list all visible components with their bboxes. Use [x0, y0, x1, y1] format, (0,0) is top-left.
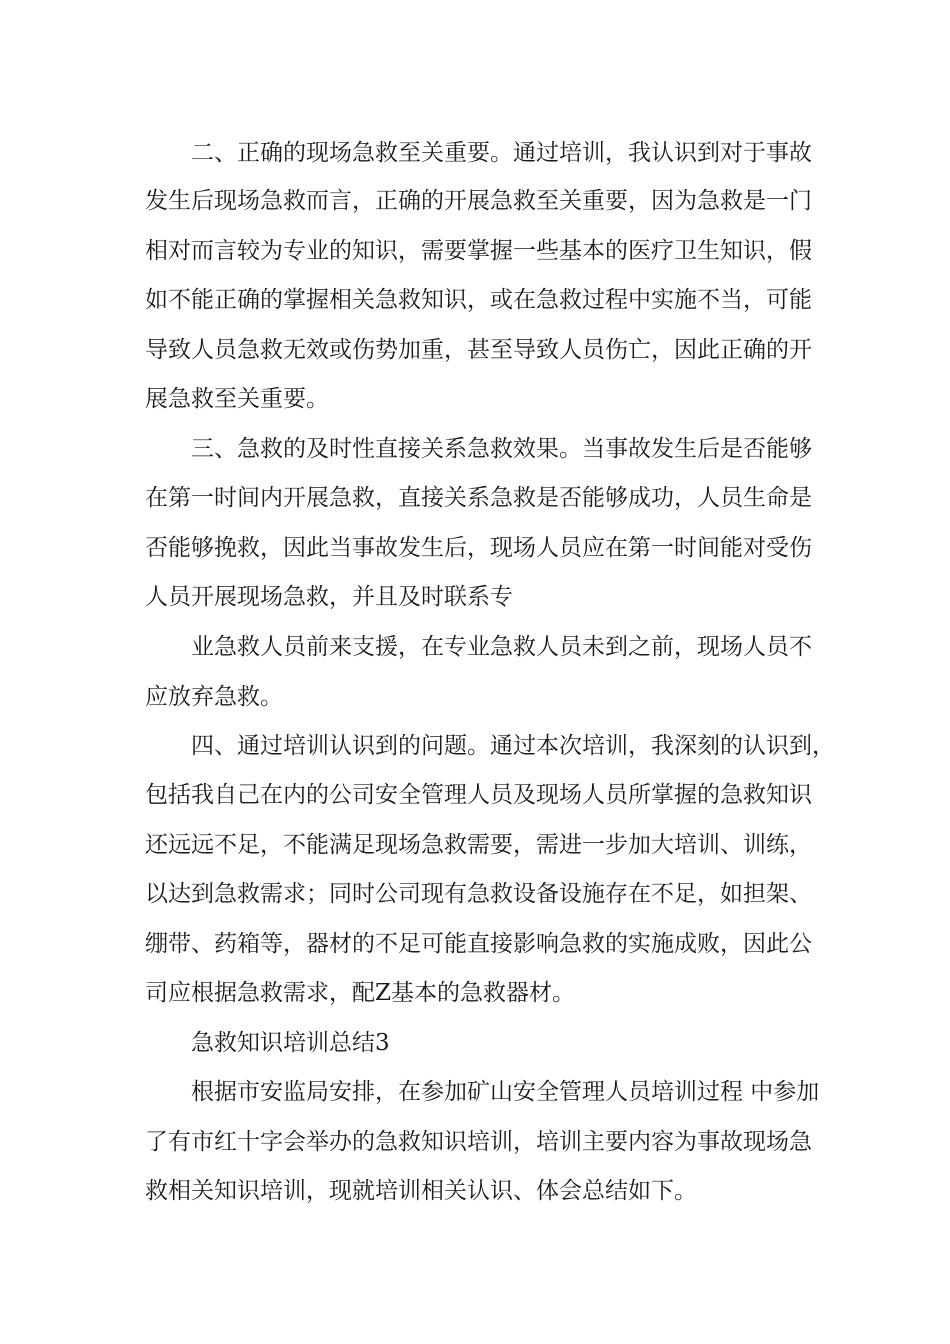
paragraph-2-line-4: 如不能正确的掌握相关急救知识，或在急救过程中实施不当，可能: [145, 287, 812, 313]
paragraph-4-line-3: 还远远不足，不能满足现场急救需要，需进一步加大培训、训练，: [145, 832, 812, 858]
paragraph-3-line-3: 否能够挽救，因此当事故发生后，现场人员应在第一时间能对受伤: [145, 535, 812, 561]
paragraph-3-line-4: 人员开展现场急救，并且及时联系专: [145, 584, 513, 610]
paragraph-4-line-4: 以达到急救需求；同时公司现有急救设备设施存在不足，如担架、: [145, 881, 812, 907]
paragraph-2-line-1: 二、正确的现场急救至关重要。通过培训，我认识到对于事故: [191, 140, 812, 166]
paragraph-4-line-1: 四、通过培训认识到的问题。通过本次培训，我深刻的认识到，: [191, 733, 835, 759]
paragraph-3-cont-line-1: 业急救人员前来支援，在专业急救人员未到之前，现场人员不: [191, 634, 812, 660]
section-title: 急救知识培训总结3: [191, 1030, 390, 1056]
paragraph-intro-line-1: 根据市安监局安排，在参加矿山安全管理人员培训过程 中参加: [191, 1079, 820, 1105]
paragraph-2-line-6: 展急救至关重要。: [145, 386, 329, 412]
paragraph-2-line-5: 导致人员急救无效或伤势加重，甚至导致人员伤亡，因此正确的开: [145, 337, 812, 363]
paragraph-4-line-6: 司应根据急救需求，配Z基本的急救器材。: [145, 980, 575, 1006]
paragraph-intro-line-2: 了有市红十字会举办的急救知识培训，培训主要内容为事故现场急: [145, 1129, 812, 1155]
paragraph-2-line-3: 相对而言较为专业的知识，需要掌握一些基本的医疗卫生知识，假: [145, 238, 812, 264]
paragraph-3-line-2: 在第一时间内开展急救，直接关系急救是否能够成功，人员生命是: [145, 485, 812, 511]
paragraph-2-line-2: 发生后现场急救而言，正确的开展急救至关重要，因为急救是一门: [145, 188, 812, 214]
paragraph-4-line-2: 包括我自己在内的公司安全管理人员及现场人员所掌握的急救知识: [145, 782, 812, 808]
paragraph-3-cont-line-2: 应放弃急救。: [145, 684, 283, 710]
paragraph-3-line-1: 三、急救的及时性直接关系急救效果。当事故发生后是否能够: [191, 436, 812, 462]
paragraph-intro-line-3: 救相关知识培训，现就培训相关认识、体会总结如下。: [145, 1178, 697, 1204]
paragraph-4-line-5: 绷带、药箱等，器材的不足可能直接影响急救的实施成败，因此公: [145, 931, 812, 957]
